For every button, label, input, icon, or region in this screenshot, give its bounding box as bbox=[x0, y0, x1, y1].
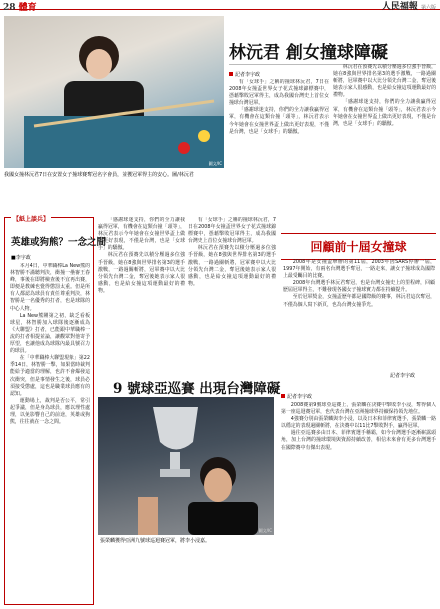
player-photo-lin bbox=[4, 16, 224, 168]
masthead bbox=[382, 0, 436, 12]
article-lin-col4: 有「女球手」之稱的撞球林沅君，7日在2008年女撞盃世界女子花式撞球錦標賽中，憑藉擊敗冠軍得主，成為我國台灣史上首位女撞球台灣冠軍。 林沅君在預賽先以積分壓過多位強手晉級，她在8強與世界排名第3的選手激戰，一路過關斬將，冠軍賽中以大比分領先台灣二金，奪冠後她表示家人很感動，也是給女撞這項運動最好的禮物。 bbox=[188, 217, 276, 287]
section-name: 體育 bbox=[18, 3, 37, 13]
column-box bbox=[4, 216, 107, 605]
player-photo-lin-art bbox=[4, 16, 224, 168]
photo2-caption: 張榮麟獲得亞洲九號球巡迴賽冠軍，將李小浸嘉。 bbox=[100, 538, 211, 544]
masthead-title: 人民福報 bbox=[381, 2, 418, 12]
page-number: 28 體育 bbox=[3, 3, 37, 13]
column-body: 本月4日，中華職棒La New熊的林智勝不滿聽判決，衝撞一壘審王春峰，事後在即將檢查後不宜再出賽，即便是教練也覺得懲罰太重。但是所有人都認為球員有責任尊重判決，林智勝是一名優秀的打者，也是球隊的中心人物。 La New熊剛第之初，缺乏看板球星，林智勝加入球隊後逐漸成為《大聯盟》打者，已能跟中華職棒一流的打者相提並論，讓觀眾對他寄予厚望，也讓他成為球隊內最具號召力的球員。 在「中華職棒大聯盟現象」第22季14日，林智勝一擊，如果當時裁判能給予適當的理解，也許不會爆發這次衝突，但是事情發生之後，球員必須接受懲處，這也是職業球員應有的認知。 運動場上，裁判是否公平，常引起爭議，但是身為球員，應以理性處理，以免影響自己的前途，英雄或狗熊，往往就在一念之間。 bbox=[10, 263, 90, 426]
sidebar-body: 2008年是女撞盃舉辦的第11屆，2003年因SARS停辦一屆，1997年開始，有兩名台灣選手奪冠，一路走來，讓女子撞球成為國際上最受矚目的比賽。 2008年台灣選手林沅君奪冠，也是台灣女撞史上的里程碑，回顧歷屆冠軍得主，不難發現各國女子撞球實力都在持續提升。 至於冠軍獎金，女撞盃歷年都是國際級的賽事，林沅君這次奪冠，不僅為個人寫下新頁，也為台灣女撞爭光。 bbox=[283, 259, 435, 308]
article-lin-col3: 「感謝球迷支持，你們的全力讓我贏得冠軍，有機會在這類台撞「頭等」，林沅君表示今年她會在女撞世界盃上做出更好表現，不僅是台灣，也是「女球手」的驕傲。 林沅君在預賽先以積分壓過多位強手晉級，她在8強與世界排名第3的選手激戰，一路過關斬將，冠軍賽中以大比分領先台灣二金，奪冠後她表示家人很感動，也是給女撞這項運動最好的禮物。 bbox=[98, 217, 185, 294]
photo1-credit: 圖文/IC bbox=[208, 161, 222, 166]
column-label: 【紙上談兵】 bbox=[13, 216, 50, 223]
article-lin-col1: 有「女球手」之稱的撞球林沅君，7日在2008年女撞盃世界女子花式撞球錦標賽中，憑藉擊敗冠軍得主，成為我國台灣史上首位女撞球台灣冠軍。 「感謝球迷支持，你們的全力讓我贏得冠軍，有機會在這類台撞「頭等」，林沅君表示今年她會在女撞世界盃上做出更好表現，不僅是台灣，也是「女球手」的驕傲。 bbox=[229, 79, 329, 135]
reporter-1: 記者李宇政 bbox=[229, 71, 260, 78]
photo2-credit: 圖文/IC bbox=[258, 528, 272, 533]
reporter-2: ■李宇政 bbox=[11, 255, 31, 261]
sidebar-reporter: 記者李宇政 bbox=[390, 373, 416, 379]
article-asian-tour: 2008賽第9號球亞巡賽上，張榮麟在決賽中擊敗李小浸，奪得個人第一座巡迴賽冠軍，也代表台灣在亞洲撞球界持續保持領先地位。 4強賽分別由張榮麟與李小浸，以及日本和菲律賓選手，張榮麟一路以穩定的表現過關斬將，在決賽中以11比7擊敗對手，贏得冠軍。 過往亞巡賽多由日本、菲律賓選手稱霸，如今台灣選手逐漸嶄露頭角，加上台灣的撞球環境與資源持續改善，相信未來會有更多台灣選手在國際賽中有傑出表現。 bbox=[281, 402, 436, 451]
headline-asian-tour: 9 號球亞巡賽 出現台灣障礙 bbox=[113, 381, 281, 397]
reporter-3: 記者李宇政 bbox=[281, 393, 312, 400]
sidebar-title: 回顧前十屆女撞球 bbox=[281, 233, 436, 260]
photo1-caption: 我國女撞林沅君7日在安置女子撞球賽奪冠名字會員，並獲冠軍得主的安心。圖/林沅君 bbox=[4, 172, 194, 178]
trophy-photo bbox=[98, 397, 274, 535]
page-header-bar bbox=[0, 0, 440, 10]
masthead-sub: 第六版 bbox=[420, 5, 436, 11]
column-title: 英雄或狗熊？一念之間 bbox=[11, 237, 107, 248]
trophy-photo-art bbox=[98, 397, 274, 535]
headline-lin: 林沅君 創女撞球障礙 bbox=[229, 43, 388, 63]
article-lin-col2: 林沅君在預賽先以積分壓過多位強手晉級，她在8強與世界排名第3的選手激戰，一路過關斬將，冠軍賽中以大比分領先台灣二金，奪冠後她表示家人很感動，也是給女撞這項運動最好的禮物。 「感謝球迷支持，你們的全力讓我贏得冠軍，有機會在這類台撞「頭等」，林沅君表示今年她會在女撞世界盃上做出更好表現，不僅是台灣，也是「女球手」的驕傲。 bbox=[333, 64, 436, 127]
